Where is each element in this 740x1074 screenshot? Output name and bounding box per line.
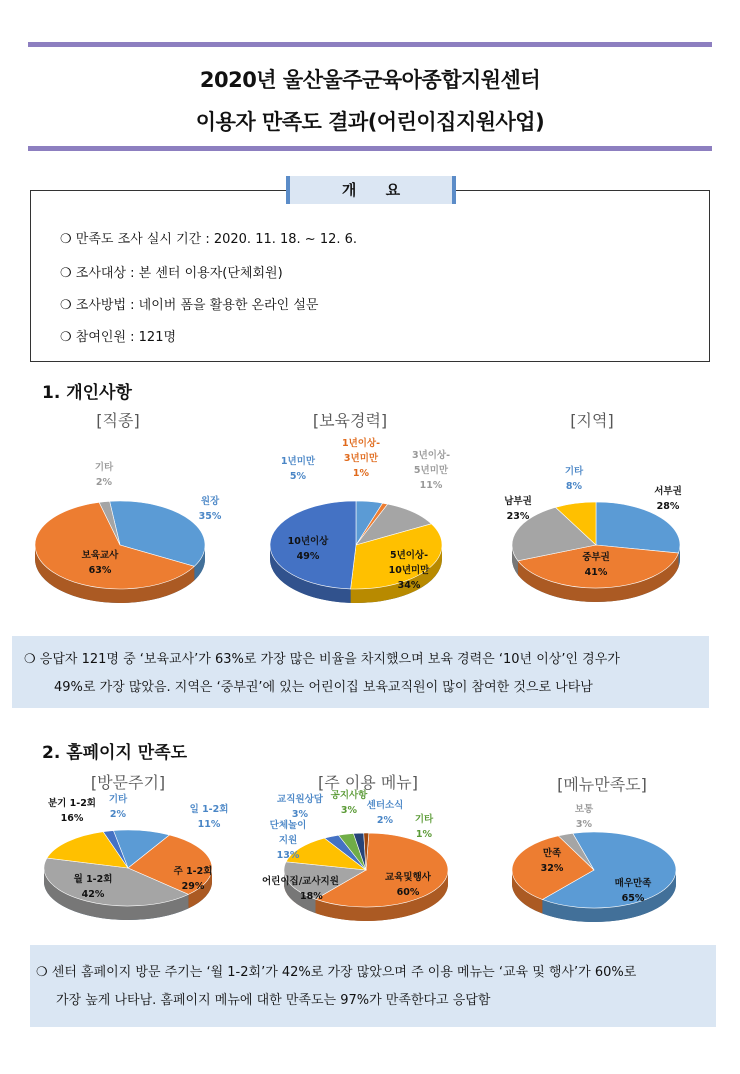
label-visit-weekly: 주 1-2회 29% [173, 866, 213, 892]
label-menu-other: 기타 1% [414, 814, 434, 840]
label-occupation-director: 원장 35% [198, 496, 222, 522]
label-occupation-teacher: 보육교사 63% [81, 550, 119, 576]
overview-method: ❍ 조사방법 : 네이버 폼을 활용한 온라인 설문 [60, 298, 319, 313]
overview-label: 개 요 [286, 176, 456, 204]
label-career-under1: 1년미만 5% [280, 456, 316, 482]
label-menu-counseling: 교직원상담 3% [277, 794, 323, 820]
chart-satisfaction-title: [메뉴만족도] [557, 775, 647, 794]
section2-summary-line1: ❍ 센터 홈페이지 방문 주기는 ‘월 1-2회’가 42%로 가장 많았으며 주 이용 메뉴는 ‘교육 및 행사’가 60%로 [36, 965, 637, 980]
label-career-3to5: 3년이상- 5년미만 11% [411, 450, 451, 491]
chart-menu-title: [주 이용 메뉴] [318, 773, 418, 792]
label-menu-teacher-support: 어린이집/교사지원 18% [262, 876, 339, 902]
overview-participants: ❍ 참여인원 : 121명 [60, 330, 177, 345]
section2-heading: 2. 홈페이지 만족도 [42, 743, 188, 763]
section2-summary [30, 945, 716, 1027]
label-menu-events: 교육및행사 60% [385, 872, 431, 898]
label-visit-other: 기타 2% [108, 794, 128, 820]
overview-period: ❍ 만족도 조사 실시 기간 : 2020. 11. 18. ~ 12. 6. [60, 232, 358, 247]
section1-summary-line1: ❍ 응답자 121명 중 ‘보육교사’가 63%로 가장 많은 비율을 차지했으며 보육 경력은 ‘10년 이상’인 경우가 [24, 652, 620, 667]
chart-career-title: [보육경력] [312, 411, 388, 430]
chart-region-title: [지역] [570, 411, 614, 430]
label-career-5to10: 5년이상- 10년미만 34% [388, 550, 430, 591]
label-occupation-other: 기타 2% [94, 462, 114, 488]
label-satisfaction-satisfied: 만족 32% [540, 848, 564, 874]
label-visit-quarterly: 분기 1-2회 16% [47, 798, 96, 824]
label-menu-group-play: 단체놀이 지원 13% [269, 820, 307, 861]
section1-heading: 1. 개인사항 [42, 383, 132, 403]
label-menu-notice: 공지사항 3% [330, 790, 368, 816]
chart-occupation-title: [직종] [96, 411, 140, 430]
label-visit-daily: 일 1-2회 11% [189, 804, 229, 830]
label-career-over10: 10년이상 49% [287, 536, 329, 562]
chart-visit-title: [방문주기] [90, 773, 166, 792]
label-region-other: 기타 8% [564, 466, 584, 492]
label-region-west: 서부권 28% [654, 486, 682, 512]
label-satisfaction-normal: 보통 3% [574, 804, 594, 830]
label-menu-news: 센터소식 2% [366, 800, 404, 826]
section2-summary-line2: 가장 높게 나타남. 홈페이지 메뉴에 대한 만족도는 97%가 만족한다고 응답함 [56, 993, 491, 1008]
overview-target: ❍ 조사대상 : 본 센터 이용자(단체회원) [60, 266, 283, 281]
label-visit-monthly: 월 1-2회 42% [73, 874, 113, 900]
label-region-central: 중부권 41% [582, 552, 610, 578]
label-satisfaction-very: 매우만족 65% [614, 878, 652, 904]
page-title-line1: 2020년 울산울주군육아종합지원센터 [199, 68, 541, 92]
section1-summary [12, 636, 709, 708]
page-title-line2: 이용자 만족도 결과(어린이집지원사업) [195, 110, 545, 134]
section1-summary-line2: 49%로 가장 많았음. 지역은 ‘중부권’에 있는 어린이집 보육교직원이 많이 참여한 것으로 나타남 [54, 680, 593, 695]
label-career-1to3: 1년이상- 3년미만 1% [341, 438, 381, 479]
label-region-south: 남부권 23% [504, 496, 532, 522]
